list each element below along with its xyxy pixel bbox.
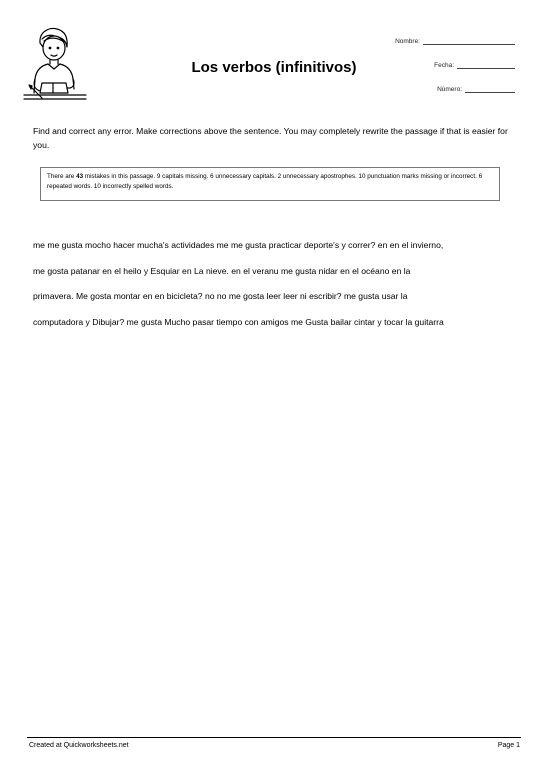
footer-divider — [27, 737, 521, 738]
instructions-text: Find and correct any error. Make corrections above the sentence. You may completely rewrite the passage if that is easier for you. — [33, 126, 508, 150]
number-field-label: Número: — [437, 86, 462, 93]
passage-line: me me gusta mocho hacer mucha's actividades me me gusta practicar deporte's y correr? en en el invierno, — [33, 240, 444, 250]
footer-credit: Created at Quickworksheets.net — [29, 742, 129, 749]
name-field-label: Nombre: — [395, 38, 420, 45]
passage-line: computadora y Dibujar? me gusta Mucho pasar tiempo con amigos me Gusta bailar cintar y tocar la guitarra — [33, 316, 444, 327]
number-field[interactable] — [437, 86, 515, 93]
date-field-label: Fecha: — [434, 62, 454, 69]
name-field[interactable] — [395, 38, 515, 45]
date-blank-line[interactable] — [457, 62, 515, 69]
mistake-summary-box — [40, 167, 500, 201]
passage — [33, 240, 523, 342]
date-field[interactable] — [434, 62, 515, 69]
mistake-summary-prefix: There are — [47, 173, 77, 180]
mistake-summary-details: mistakes in this passage. 9 capitals missing. 6 unnecessary capitals. 2 unnecessary apostrophes. 10 punctuation marks missing or incorrect. 6 repeated words. 10 incorrectly spelled words. — [47, 173, 483, 190]
passage-line: primavera. Me gosta montar en en bicicleta? no no me gosta leer leer ni escribir? me gusta usar la — [33, 291, 408, 302]
page-title: Los verbos (infinitivos) — [191, 59, 357, 76]
mistake-count: 43 — [76, 173, 84, 180]
number-blank-line[interactable] — [465, 86, 515, 93]
passage-line: me gosta patanar en el heilo y Esquiar en La nieve. en el veranu me gusta nidar en el océano en la — [33, 265, 411, 276]
name-blank-line[interactable] — [423, 38, 515, 45]
page-number: Page 1 — [497, 742, 520, 749]
